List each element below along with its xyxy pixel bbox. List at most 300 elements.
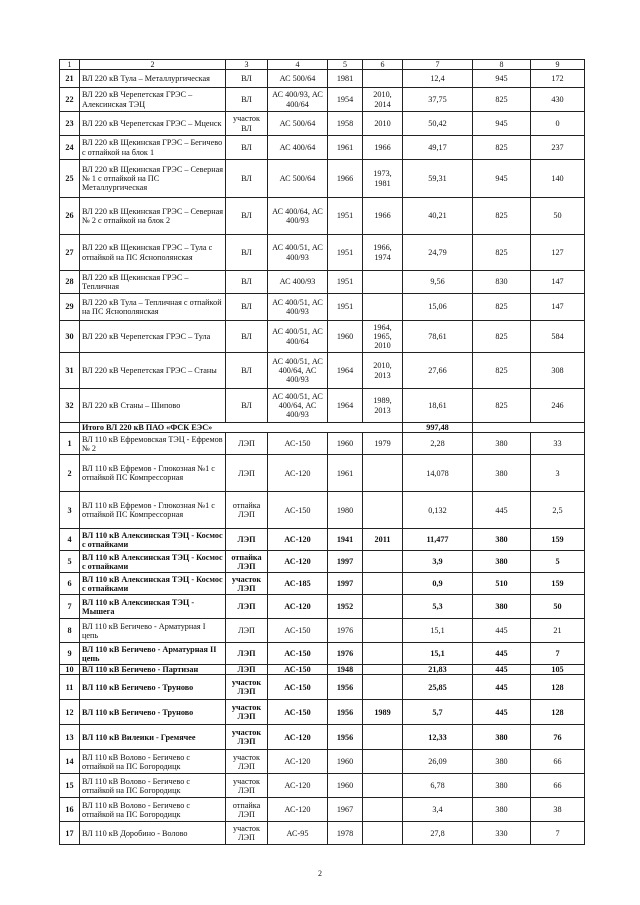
table-row xyxy=(60,573,585,595)
load-current-cell: 172 xyxy=(531,70,585,88)
line-length-cell: 40,21 xyxy=(403,198,473,235)
wire-brand-cell: АС-120 xyxy=(268,551,328,573)
line-name-cell: ВЛ 220 кВ Щекинская ГРЭС – Бегичево с отпайкой на блок 1 xyxy=(80,136,226,160)
line-length-cell: 0,132 xyxy=(403,492,473,529)
row-number-cell: 17 xyxy=(60,822,80,845)
table-row xyxy=(60,798,585,822)
row-number-cell: 5 xyxy=(60,551,80,573)
reconstruction-year-cell: 1989 xyxy=(363,700,403,725)
load-current-cell: 159 xyxy=(531,573,585,595)
line-length-cell: 12,33 xyxy=(403,725,473,750)
column-header: 9 xyxy=(531,60,585,70)
allowed-current-cell: 380 xyxy=(473,455,531,492)
wire-brand-cell: АС-120 xyxy=(268,455,328,492)
reconstruction-year-cell: 1973, 1981 xyxy=(363,160,403,198)
column-header: 7 xyxy=(403,60,473,70)
row-number-cell: 29 xyxy=(60,294,80,321)
object-type-cell: участок ВЛ xyxy=(226,112,268,136)
allowed-current-cell: 825 xyxy=(473,136,531,160)
table-row xyxy=(60,389,585,423)
commission-year-cell: 1951 xyxy=(328,235,363,271)
object-type-cell: участок ЛЭП xyxy=(226,725,268,750)
load-current-cell: 2,5 xyxy=(531,492,585,529)
allowed-current-cell: 380 xyxy=(473,774,531,798)
object-type-cell: участок ЛЭП xyxy=(226,822,268,845)
wire-brand-cell: АС-150 xyxy=(268,665,328,675)
commission-year-cell: 1941 xyxy=(328,529,363,551)
reconstruction-year-cell xyxy=(363,665,403,675)
commission-year-cell: 1951 xyxy=(328,271,363,294)
allowed-current-cell: 830 xyxy=(473,271,531,294)
wire-brand-cell: АС-150 xyxy=(268,700,328,725)
row-number-cell: 12 xyxy=(60,700,80,725)
load-current-cell: 147 xyxy=(531,294,585,321)
wire-brand-cell: АС-150 xyxy=(268,433,328,455)
line-name-cell: ВЛ 220 кВ Черепетская ГРЭС – Станы xyxy=(80,353,226,389)
allowed-current-cell: 825 xyxy=(473,353,531,389)
wire-brand-cell: АС 400/93, АС 400/64 xyxy=(268,88,328,112)
object-type-cell: ВЛ xyxy=(226,389,268,423)
load-current-cell: 246 xyxy=(531,389,585,423)
line-name-cell: ВЛ 110 кВ Алексинская ТЭЦ - Мышега xyxy=(80,595,226,619)
wire-brand-cell: АС 400/64, АС 400/93 xyxy=(268,198,328,235)
table-row xyxy=(60,136,585,160)
row-number-cell: 6 xyxy=(60,573,80,595)
reconstruction-year-cell xyxy=(363,271,403,294)
load-current-cell: 7 xyxy=(531,822,585,845)
row-number-cell: 4 xyxy=(60,529,80,551)
allowed-current-cell: 825 xyxy=(473,294,531,321)
commission-year-cell: 1966 xyxy=(328,160,363,198)
line-length-cell: 3,4 xyxy=(403,798,473,822)
commission-year-cell: 1956 xyxy=(328,675,363,700)
row-number-cell: 32 xyxy=(60,389,80,423)
row-number-cell: 14 xyxy=(60,750,80,774)
column-header: 6 xyxy=(363,60,403,70)
wire-brand-cell: АС 400/51, АС 400/93 xyxy=(268,294,328,321)
line-length-cell: 15,1 xyxy=(403,643,473,665)
load-current-cell: 38 xyxy=(531,798,585,822)
wire-brand-cell: АС 400/51, АС 400/64 xyxy=(268,321,328,353)
allowed-current-cell: 825 xyxy=(473,88,531,112)
object-type-cell: ВЛ xyxy=(226,198,268,235)
allowed-current-cell: 380 xyxy=(473,725,531,750)
table-row xyxy=(60,643,585,665)
reconstruction-year-cell: 2011 xyxy=(363,529,403,551)
allowed-current-cell: 330 xyxy=(473,822,531,845)
row-number-cell: 7 xyxy=(60,595,80,619)
object-type-cell: ЛЭП xyxy=(226,665,268,675)
line-length-cell: 11,477 xyxy=(403,529,473,551)
reconstruction-year-cell: 1979 xyxy=(363,433,403,455)
object-type-cell: отпайка ЛЭП xyxy=(226,551,268,573)
load-current-cell: 128 xyxy=(531,700,585,725)
column-header: 5 xyxy=(328,60,363,70)
object-type-cell: ВЛ xyxy=(226,160,268,198)
line-length-cell: 18,61 xyxy=(403,389,473,423)
load-current-cell: 237 xyxy=(531,136,585,160)
row-number-cell: 25 xyxy=(60,160,80,198)
load-current-cell: 584 xyxy=(531,321,585,353)
row-number-cell: 30 xyxy=(60,321,80,353)
row-number-cell: 11 xyxy=(60,675,80,700)
object-type-cell: участок ЛЭП xyxy=(226,675,268,700)
line-name-cell: ВЛ 220 кВ Черепетская ГРЭС – Мценск xyxy=(80,112,226,136)
reconstruction-year-cell xyxy=(363,551,403,573)
allowed-current-cell: 825 xyxy=(473,389,531,423)
reconstruction-year-cell: 1989, 2013 xyxy=(363,389,403,423)
line-length-cell: 9,56 xyxy=(403,271,473,294)
row-number-cell: 31 xyxy=(60,353,80,389)
load-current-cell: 5 xyxy=(531,551,585,573)
commission-year-cell: 1980 xyxy=(328,492,363,529)
commission-year-cell: 1958 xyxy=(328,112,363,136)
power-lines-table xyxy=(59,59,585,845)
line-name-cell: ВЛ 220 кВ Щекинская ГРЭС – Северная № 1 с отпайкой на ПС Металлургическая xyxy=(80,160,226,198)
column-header: 2 xyxy=(80,60,226,70)
object-type-cell: ВЛ xyxy=(226,88,268,112)
line-name-cell: ВЛ 110 кВ Алексинская ТЭЦ - Космос с отпайками xyxy=(80,551,226,573)
row-number-cell: 24 xyxy=(60,136,80,160)
line-name-cell: ВЛ 110 кВ Ефремов - Глюкозная №1 с отпайкой ПС Компрессорная xyxy=(80,455,226,492)
reconstruction-year-cell xyxy=(363,595,403,619)
line-name-cell: ВЛ 110 кВ Бегичево - Труново xyxy=(80,700,226,725)
line-name-cell: ВЛ 220 кВ Щекинская ГРЭС – Тула с отпайкой на ПС Яснополянская xyxy=(80,235,226,271)
reconstruction-year-cell xyxy=(363,619,403,643)
total-length: 997,48 xyxy=(403,423,473,433)
row-number-cell: 21 xyxy=(60,70,80,88)
object-type-cell: ВЛ xyxy=(226,271,268,294)
wire-brand-cell: АС-150 xyxy=(268,619,328,643)
load-current-cell: 140 xyxy=(531,160,585,198)
commission-year-cell: 1964 xyxy=(328,389,363,423)
load-current-cell: 147 xyxy=(531,271,585,294)
wire-brand-cell: АС 400/51, АС 400/64, АС 400/93 xyxy=(268,353,328,389)
load-current-cell: 105 xyxy=(531,665,585,675)
table-row xyxy=(60,725,585,750)
allowed-current-cell: 445 xyxy=(473,643,531,665)
object-type-cell: ЛЭП xyxy=(226,455,268,492)
object-type-cell: ВЛ xyxy=(226,70,268,88)
line-length-cell: 59,31 xyxy=(403,160,473,198)
commission-year-cell: 1951 xyxy=(328,294,363,321)
reconstruction-year-cell xyxy=(363,774,403,798)
load-current-cell: 127 xyxy=(531,235,585,271)
row-number-cell: 10 xyxy=(60,665,80,675)
commission-year-cell: 1967 xyxy=(328,798,363,822)
column-header: 3 xyxy=(226,60,268,70)
table-row xyxy=(60,433,585,455)
load-current-cell: 66 xyxy=(531,750,585,774)
table-row xyxy=(60,529,585,551)
load-current-cell: 128 xyxy=(531,675,585,700)
object-type-cell: отпайка ЛЭП xyxy=(226,492,268,529)
reconstruction-year-cell: 2010, 2014 xyxy=(363,88,403,112)
line-name-cell: ВЛ 110 кВ Ефремовская ТЭЦ - Ефремов № 2 xyxy=(80,433,226,455)
object-type-cell: ВЛ xyxy=(226,321,268,353)
table-row xyxy=(60,198,585,235)
wire-brand-cell: АС 400/51, АС 400/93 xyxy=(268,235,328,271)
line-length-cell: 15,06 xyxy=(403,294,473,321)
reconstruction-year-cell xyxy=(363,455,403,492)
reconstruction-year-cell xyxy=(363,725,403,750)
allowed-current-cell: 945 xyxy=(473,70,531,88)
table-row xyxy=(60,294,585,321)
reconstruction-year-cell xyxy=(363,643,403,665)
line-name-cell: ВЛ 220 кВ Станы – Шипово xyxy=(80,389,226,423)
commission-year-cell: 1952 xyxy=(328,595,363,619)
commission-year-cell: 1961 xyxy=(328,136,363,160)
line-length-cell: 24,79 xyxy=(403,235,473,271)
allowed-current-cell: 445 xyxy=(473,619,531,643)
object-type-cell: участок ЛЭП xyxy=(226,750,268,774)
commission-year-cell: 1964 xyxy=(328,353,363,389)
commission-year-cell: 1956 xyxy=(328,725,363,750)
row-number-cell: 13 xyxy=(60,725,80,750)
table-row xyxy=(60,551,585,573)
line-length-cell: 78,61 xyxy=(403,321,473,353)
object-type-cell: участок ЛЭП xyxy=(226,700,268,725)
row-number-cell: 3 xyxy=(60,492,80,529)
line-length-cell: 27,66 xyxy=(403,353,473,389)
row-number-cell xyxy=(60,423,80,433)
reconstruction-year-cell xyxy=(363,798,403,822)
reconstruction-year-cell xyxy=(363,573,403,595)
wire-brand-cell: АС-95 xyxy=(268,822,328,845)
wire-brand-cell: АС 400/64 xyxy=(268,136,328,160)
wire-brand-cell: АС 400/51, АС 400/64, АС 400/93 xyxy=(268,389,328,423)
wire-brand-cell: АС-150 xyxy=(268,675,328,700)
commission-year-cell: 1978 xyxy=(328,822,363,845)
load-current-cell: 33 xyxy=(531,433,585,455)
allowed-current-cell: 380 xyxy=(473,529,531,551)
wire-brand-cell: АС-185 xyxy=(268,573,328,595)
load-current-cell: 50 xyxy=(531,595,585,619)
line-name-cell: ВЛ 110 кВ Бегичево - Партизан xyxy=(80,665,226,675)
allowed-current-cell: 445 xyxy=(473,675,531,700)
line-name-cell: ВЛ 110 кВ Бегичево - Арматурная I цепь xyxy=(80,619,226,643)
allowed-current-cell: 380 xyxy=(473,750,531,774)
line-length-cell: 6,78 xyxy=(403,774,473,798)
wire-brand-cell: АС 500/64 xyxy=(268,70,328,88)
table-row xyxy=(60,455,585,492)
line-length-cell: 3,9 xyxy=(403,551,473,573)
total-row xyxy=(60,423,585,433)
allowed-current-cell: 380 xyxy=(473,798,531,822)
line-length-cell: 5,3 xyxy=(403,595,473,619)
wire-brand-cell: АС-120 xyxy=(268,725,328,750)
line-length-cell: 37,75 xyxy=(403,88,473,112)
wire-brand-cell: АС-150 xyxy=(268,643,328,665)
commission-year-cell: 1997 xyxy=(328,551,363,573)
table-row xyxy=(60,822,585,845)
table-row xyxy=(60,595,585,619)
row-number-cell: 16 xyxy=(60,798,80,822)
commission-year-cell: 1961 xyxy=(328,455,363,492)
line-name-cell: ВЛ 110 кВ Волово - Бегичево с отпайкой на ПС Богородицк xyxy=(80,750,226,774)
allowed-current-cell: 825 xyxy=(473,198,531,235)
line-length-cell: 0,9 xyxy=(403,573,473,595)
commission-year-cell: 1960 xyxy=(328,750,363,774)
line-length-cell: 26,09 xyxy=(403,750,473,774)
line-length-cell: 50,42 xyxy=(403,112,473,136)
row-number-cell: 26 xyxy=(60,198,80,235)
table-row xyxy=(60,321,585,353)
line-name-cell: ВЛ 110 кВ Волово - Бегичево с отпайкой на ПС Богородицк xyxy=(80,798,226,822)
object-type-cell: ВЛ xyxy=(226,353,268,389)
allowed-current-cell: 380 xyxy=(473,433,531,455)
reconstruction-year-cell xyxy=(363,750,403,774)
reconstruction-year-cell xyxy=(363,492,403,529)
line-length-cell: 49,17 xyxy=(403,136,473,160)
allowed-current-cell: 445 xyxy=(473,665,531,675)
line-name-cell: ВЛ 220 кВ Щекинская ГРЭС – Северная № 2 с отпайкой на блок 2 xyxy=(80,198,226,235)
column-header: 1 xyxy=(60,60,80,70)
allowed-current-cell: 945 xyxy=(473,112,531,136)
object-type-cell: отпайка ЛЭП xyxy=(226,798,268,822)
reconstruction-year-cell xyxy=(363,294,403,321)
wire-brand-cell: АС-120 xyxy=(268,798,328,822)
line-name-cell: ВЛ 110 кВ Ефремов - Глюкозная №1 с отпайкой ПС Компрессорная xyxy=(80,492,226,529)
load-current-cell: 308 xyxy=(531,353,585,389)
row-number-cell: 27 xyxy=(60,235,80,271)
object-type-cell: ЛЭП xyxy=(226,529,268,551)
reconstruction-year-cell: 1966 xyxy=(363,198,403,235)
allowed-current-cell: 945 xyxy=(473,160,531,198)
column-number-header xyxy=(60,60,585,70)
row-number-cell: 9 xyxy=(60,643,80,665)
allowed-current-cell: 825 xyxy=(473,235,531,271)
row-number-cell: 2 xyxy=(60,455,80,492)
table-row xyxy=(60,271,585,294)
commission-year-cell: 1981 xyxy=(328,70,363,88)
line-length-cell: 2,28 xyxy=(403,433,473,455)
line-name-cell: ВЛ 110 кВ Доробино - Волово xyxy=(80,822,226,845)
load-current-cell: 0 xyxy=(531,112,585,136)
load-current-cell: 66 xyxy=(531,774,585,798)
column-header: 8 xyxy=(473,60,531,70)
object-type-cell: ВЛ xyxy=(226,235,268,271)
line-name-cell: ВЛ 110 кВ Волово - Бегичево с отпайкой на ПС Богородицк xyxy=(80,774,226,798)
line-name-cell: ВЛ 110 кВ Алексинская ТЭЦ - Космос с отпайками xyxy=(80,573,226,595)
object-type-cell: ЛЭП xyxy=(226,619,268,643)
row-number-cell: 8 xyxy=(60,619,80,643)
object-type-cell: ВЛ xyxy=(226,294,268,321)
line-name-cell: ВЛ 110 кВ Алексинская ТЭЦ - Космос с отпайками xyxy=(80,529,226,551)
reconstruction-year-cell: 1964, 1965, 2010 xyxy=(363,321,403,353)
row-number-cell: 1 xyxy=(60,433,80,455)
allowed-current-cell: 825 xyxy=(473,321,531,353)
line-length-cell: 5,7 xyxy=(403,700,473,725)
load-current-cell: 159 xyxy=(531,529,585,551)
object-type-cell: ЛЭП xyxy=(226,643,268,665)
object-type-cell: ВЛ xyxy=(226,136,268,160)
wire-brand-cell: АС 500/64 xyxy=(268,112,328,136)
wire-brand-cell: АС-120 xyxy=(268,595,328,619)
commission-year-cell: 1960 xyxy=(328,321,363,353)
table-row xyxy=(60,774,585,798)
load-current-cell: 3 xyxy=(531,455,585,492)
wire-brand-cell: АС-120 xyxy=(268,529,328,551)
allowed-current-cell: 380 xyxy=(473,595,531,619)
allowed-current-cell: 510 xyxy=(473,573,531,595)
row-number-cell: 28 xyxy=(60,271,80,294)
line-length-cell: 25,85 xyxy=(403,675,473,700)
document-sheet xyxy=(59,59,584,845)
line-name-cell: ВЛ 220 кВ Тула – Тепличная с отпайкой на ПС Яснополянская xyxy=(80,294,226,321)
commission-year-cell: 1997 xyxy=(328,573,363,595)
row-number-cell: 23 xyxy=(60,112,80,136)
load-current-cell: 21 xyxy=(531,619,585,643)
line-name-cell: ВЛ 220 кВ Щекинская ГРЭС – Тепличная xyxy=(80,271,226,294)
commission-year-cell: 1951 xyxy=(328,198,363,235)
table-row xyxy=(60,70,585,88)
reconstruction-year-cell: 2010 xyxy=(363,112,403,136)
reconstruction-year-cell: 1966 xyxy=(363,136,403,160)
commission-year-cell: 1960 xyxy=(328,433,363,455)
table-row xyxy=(60,492,585,529)
load-current-cell: 76 xyxy=(531,725,585,750)
reconstruction-year-cell: 1966, 1974 xyxy=(363,235,403,271)
line-name-cell: ВЛ 220 кВ Тула – Металлургическая xyxy=(80,70,226,88)
commission-year-cell: 1976 xyxy=(328,619,363,643)
reconstruction-year-cell xyxy=(363,822,403,845)
table-row xyxy=(60,235,585,271)
row-number-cell: 15 xyxy=(60,774,80,798)
table-row xyxy=(60,112,585,136)
table-row xyxy=(60,700,585,725)
line-name-cell: ВЛ 220 кВ Черепетская ГРЭС – Алексинская ТЭЦ xyxy=(80,88,226,112)
allowed-current-cell: 445 xyxy=(473,700,531,725)
table-row xyxy=(60,750,585,774)
table-body xyxy=(60,70,585,845)
object-type-cell: ЛЭП xyxy=(226,595,268,619)
commission-year-cell: 1948 xyxy=(328,665,363,675)
reconstruction-year-cell xyxy=(363,70,403,88)
table-row xyxy=(60,160,585,198)
total-label: Итого ВЛ 220 кВ ПАО «ФСК ЕЭС» xyxy=(80,423,403,433)
line-length-cell: 21,83 xyxy=(403,665,473,675)
object-type-cell: ЛЭП xyxy=(226,433,268,455)
reconstruction-year-cell: 2010, 2013 xyxy=(363,353,403,389)
commission-year-cell: 1976 xyxy=(328,643,363,665)
line-length-cell: 12,4 xyxy=(403,70,473,88)
allowed-current-cell: 445 xyxy=(473,492,531,529)
empty-cell xyxy=(473,423,585,433)
allowed-current-cell: 380 xyxy=(473,551,531,573)
row-number-cell: 22 xyxy=(60,88,80,112)
page-number: 2 xyxy=(318,869,322,878)
object-type-cell: участок ЛЭП xyxy=(226,573,268,595)
load-current-cell: 430 xyxy=(531,88,585,112)
table-row xyxy=(60,88,585,112)
load-current-cell: 7 xyxy=(531,643,585,665)
line-length-cell: 14,078 xyxy=(403,455,473,492)
wire-brand-cell: АС-120 xyxy=(268,750,328,774)
column-header: 4 xyxy=(268,60,328,70)
wire-brand-cell: АС-150 xyxy=(268,492,328,529)
table-row xyxy=(60,675,585,700)
commission-year-cell: 1954 xyxy=(328,88,363,112)
table-row xyxy=(60,619,585,643)
line-name-cell: ВЛ 110 кВ Бегичево - Арматурная II цепь xyxy=(80,643,226,665)
table-row xyxy=(60,353,585,389)
reconstruction-year-cell xyxy=(363,675,403,700)
commission-year-cell: 1956 xyxy=(328,700,363,725)
line-length-cell: 15,1 xyxy=(403,619,473,643)
line-length-cell: 27,8 xyxy=(403,822,473,845)
line-name-cell: ВЛ 110 кВ Бегичево - Труново xyxy=(80,675,226,700)
